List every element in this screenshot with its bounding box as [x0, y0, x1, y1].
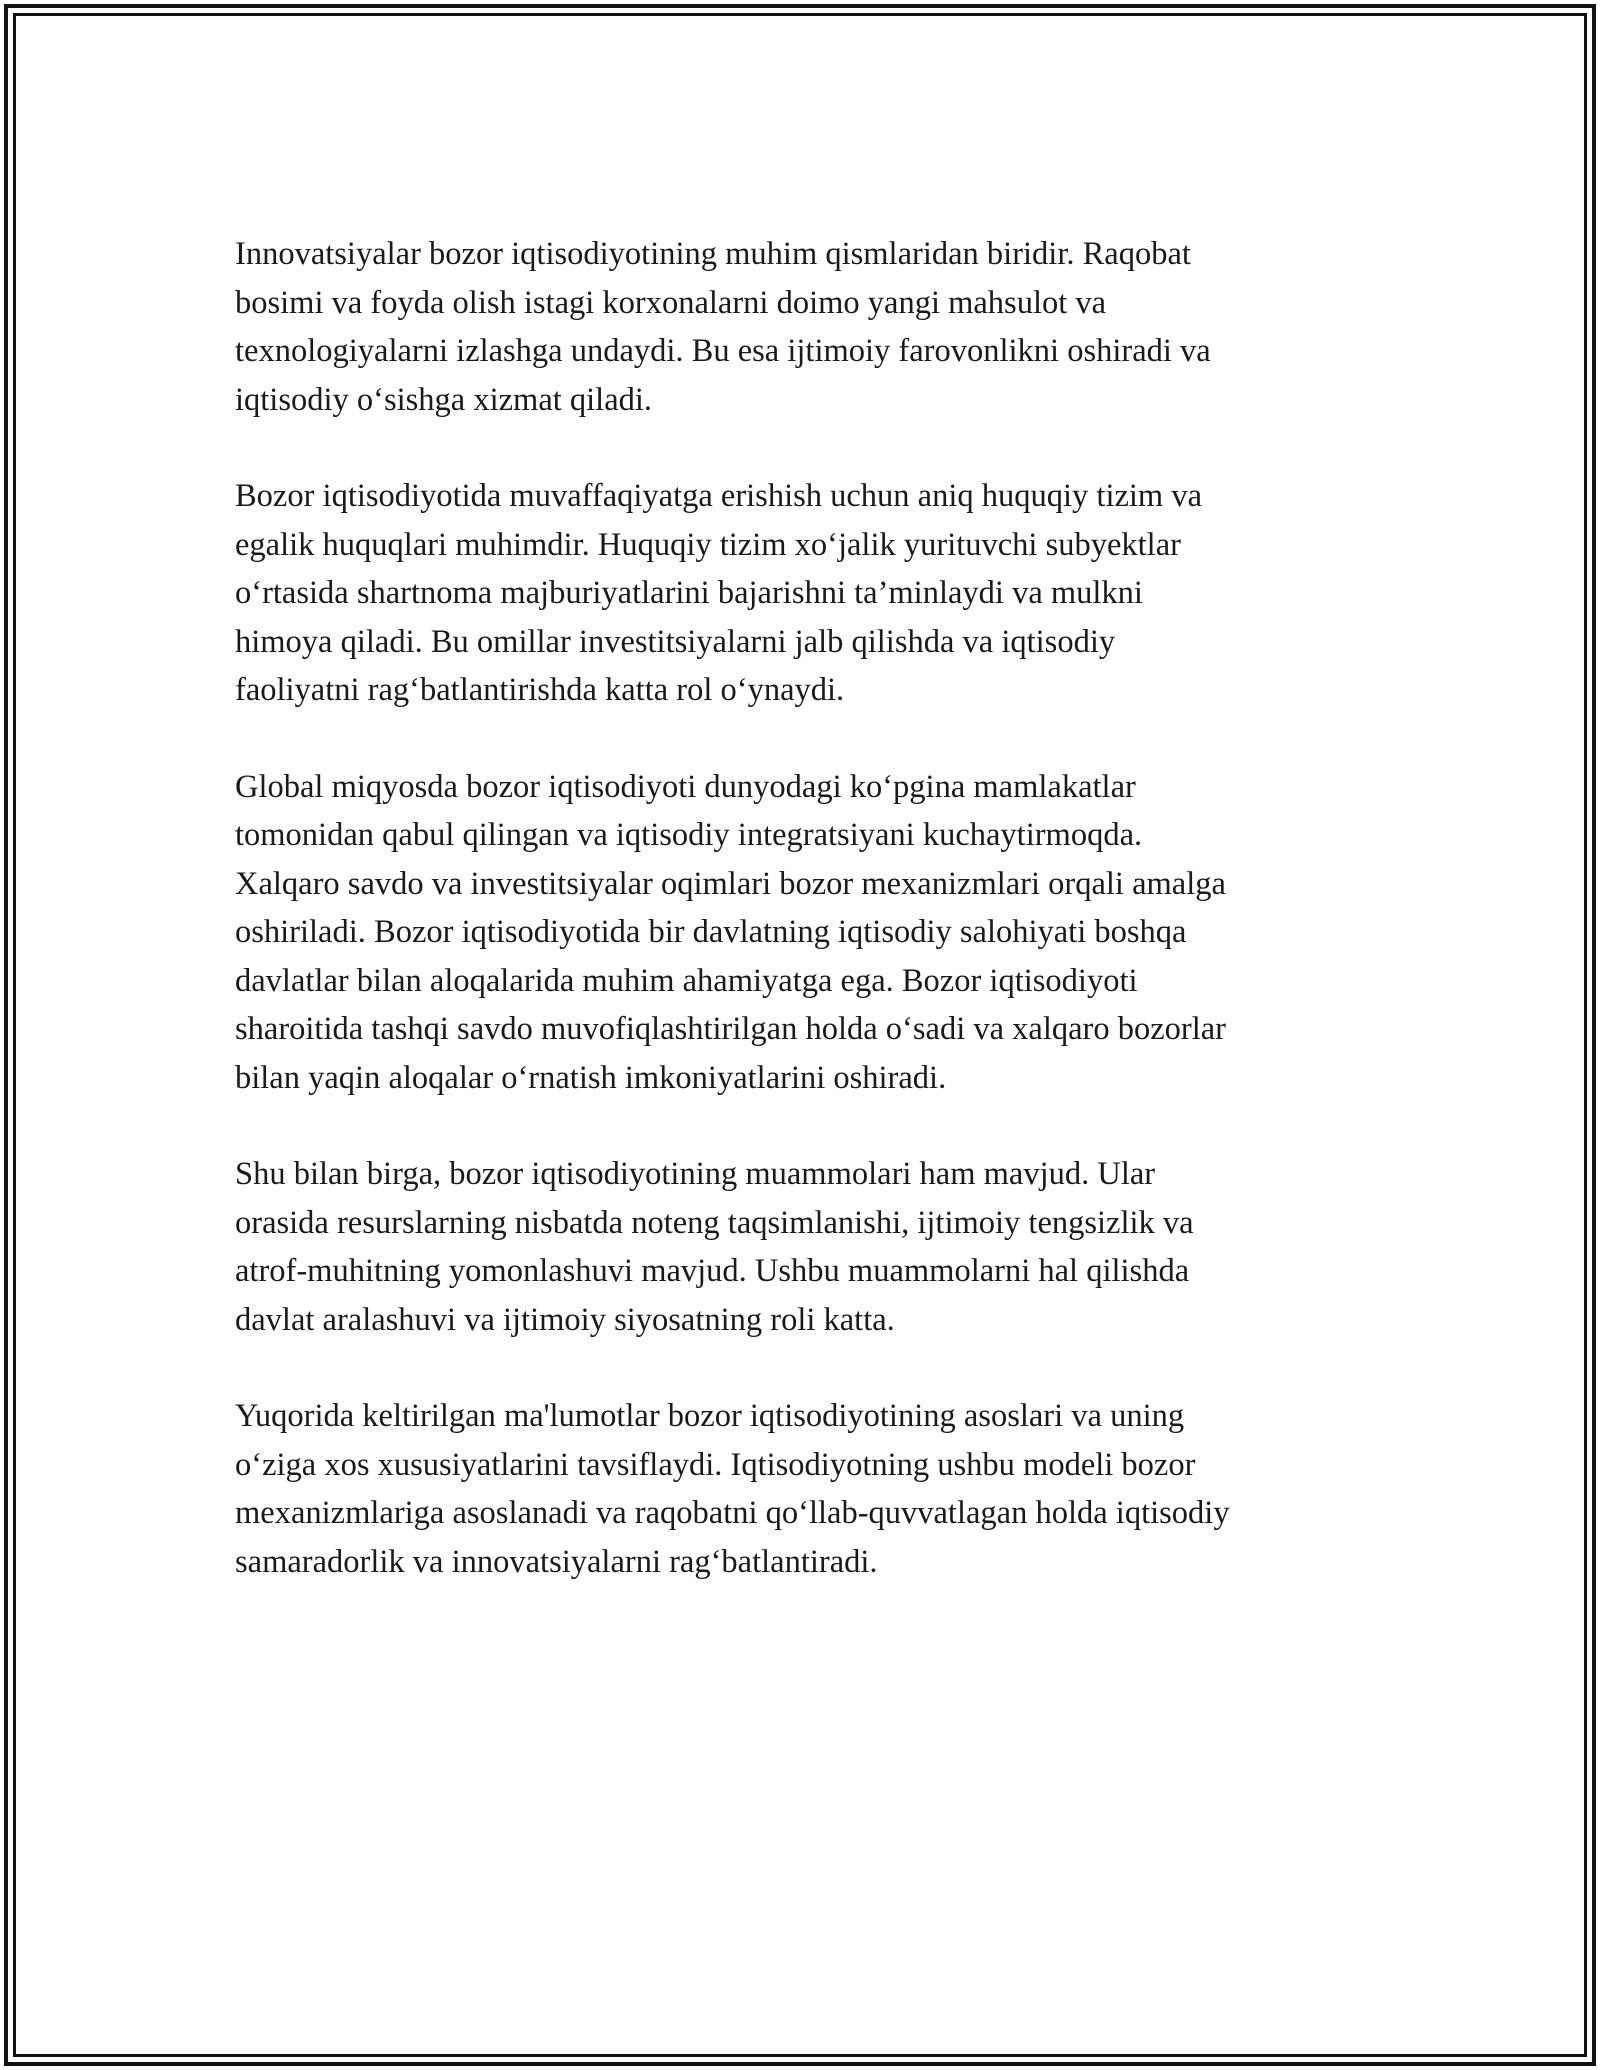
text-line: Bozor iqtisodiyotida muvaffaqiyatga erishish uchun aniq huquqiy tizim va: [235, 478, 1203, 514]
document-body: [235, 230, 1375, 1634]
text-line: orasida resurslarning nisbatda noteng taqsimlanishi, ijtimoiy tengsizlik va: [235, 1204, 1194, 1241]
text-line: mexanizmlariga asoslanadi va raqobatni qo‘llab-quvvatlagan holda iqtisodiy: [235, 1495, 1230, 1531]
text-line: Xalqaro savdo va investitsiyalar oqimlari bozor mexanizmlari orqali amalga: [235, 865, 1226, 902]
text-line: Global miqyosda bozor iqtisodiyoti dunyodagi ko‘pgina mamlakatlar: [235, 768, 1136, 805]
text-line: o‘ziga xos xususiyatlarini tavsiflaydi. Iqtisodiyotning ushbu modeli bozor: [235, 1446, 1196, 1483]
text-line: sharoitida tashqi savdo muvofiqlashtirilgan holda o‘sadi va xalqaro bozorlar: [235, 1011, 1226, 1047]
text-line: o‘rtasida shartnoma majburiyatlarini bajarishni ta’minlaydi va mulkni: [235, 575, 1143, 611]
paragraph-innovations: [235, 230, 1375, 424]
text-line: atrof-muhitning yomonlashuvi mavjud. Ushbu muammolarni hal qilishda: [235, 1253, 1190, 1289]
paragraph-problems: [235, 1150, 1375, 1344]
text-line: bosimi va foyda olish istagi korxonalarni doimo yangi mahsulot va: [235, 284, 1107, 321]
text-line: oshiriladi. Bozor iqtisodiyotida bir davlatning iqtisodiy salohiyati boshqa: [235, 914, 1187, 950]
text-line: bilan yaqin aloqalar o‘rnatish imkoniyatlarini oshiradi.: [235, 1059, 947, 1096]
text-line: samaradorlik va innovatsiyalarni rag‘batlantiradi.: [235, 1543, 878, 1580]
text-line: Shu bilan birga, bozor iqtisodiyotining muammolari ham mavjud. Ular: [235, 1156, 1156, 1192]
text-line: texnologiyalarni izlashga undaydi. Bu esa ijtimoiy farovonlikni oshiradi va: [235, 333, 1211, 369]
text-line: davlat aralashuvi va ijtimoiy siyosatning roli katta.: [235, 1301, 895, 1338]
text-line: Yuqorida keltirilgan ma'lumotlar bozor iqtisodiyotining asoslari va uning: [235, 1398, 1185, 1434]
paragraph-conclusion: [235, 1392, 1375, 1586]
paragraph-global-scale: [235, 763, 1375, 1103]
paragraph-legal-system: [235, 472, 1375, 715]
text-line: egalik huquqlari muhimdir. Huquqiy tizim xo‘jalik yurituvchi subyektlar: [235, 526, 1181, 563]
text-line: himoya qiladi. Bu omillar investitsiyalarni jalb qilishda va iqtisodiy: [235, 623, 1116, 660]
text-line: tomonidan qabul qilingan va iqtisodiy integratsiyani kuchaytirmoqda.: [235, 817, 1143, 853]
text-line: faoliyatni rag‘batlantirishda katta rol o‘ynaydi.: [235, 672, 845, 708]
text-line: davlatlar bilan aloqalarida muhim ahamiyatga ega. Bozor iqtisodiyoti: [235, 962, 1138, 999]
text-line: iqtisodiy o‘sishga xizmat qiladi.: [235, 381, 653, 418]
text-line: Innovatsiyalar bozor iqtisodiyotining muhim qismlaridan biridir. Raqobat: [235, 236, 1191, 272]
